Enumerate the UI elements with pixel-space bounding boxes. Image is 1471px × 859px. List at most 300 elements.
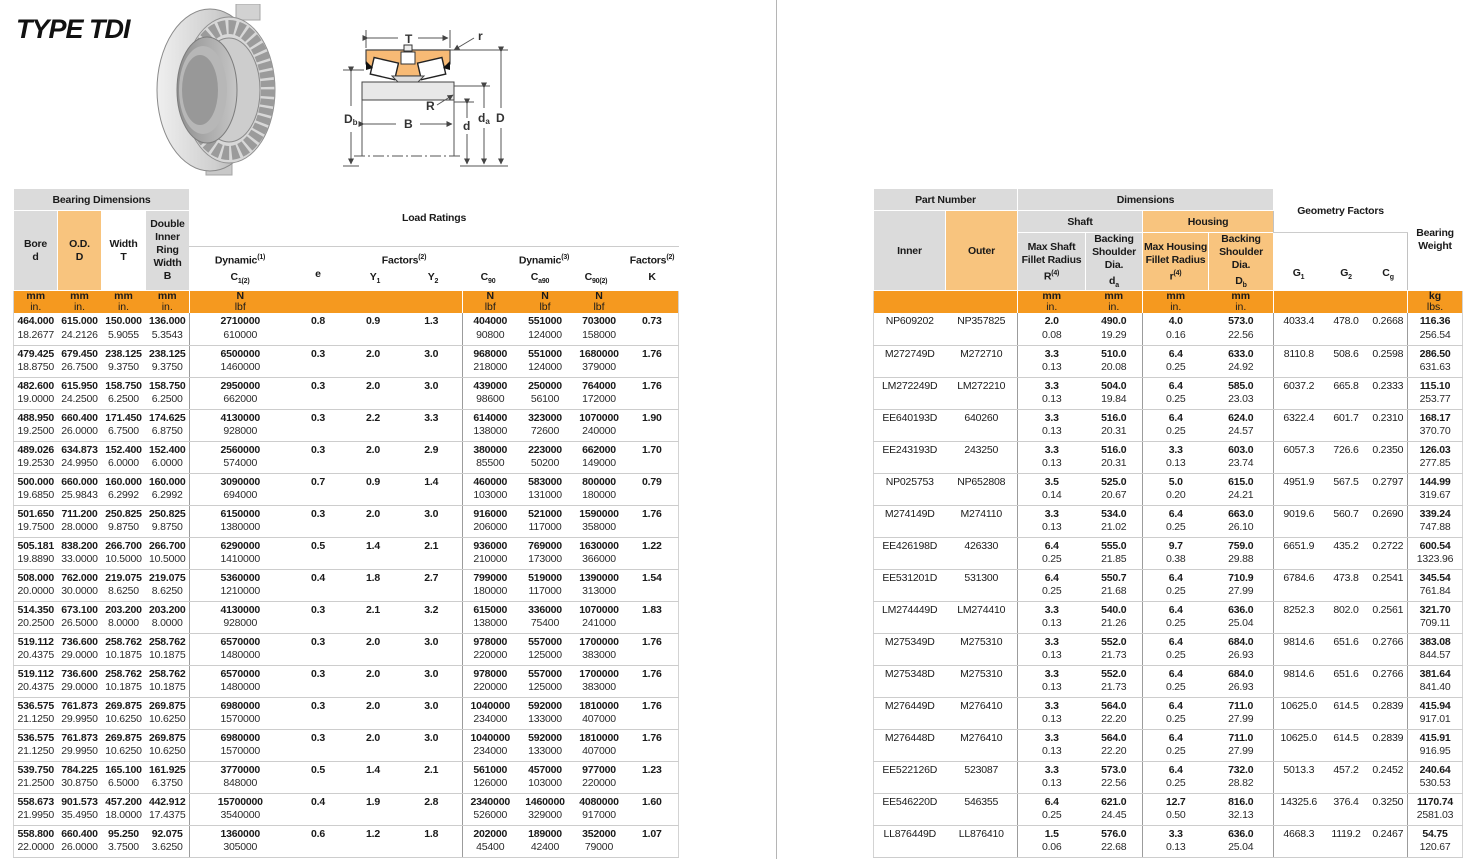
table-cell: 0.3 bbox=[291, 441, 346, 473]
table-cell: 615.000 24.2126 bbox=[58, 313, 102, 345]
table-cell: 1700000 383000 bbox=[573, 665, 626, 697]
table-cell: 435.2 bbox=[1324, 537, 1369, 569]
table-cell: 160.000 6.2992 bbox=[146, 473, 190, 505]
table-cell: 2.0 0.08 bbox=[1018, 313, 1086, 345]
table-cell: NP652808 bbox=[946, 473, 1018, 505]
table-cell: 0.4 bbox=[291, 793, 346, 825]
table-cell: 1.54 bbox=[626, 569, 679, 601]
col-header-g2: $G_2$ bbox=[1324, 233, 1369, 291]
table-row bbox=[14, 761, 679, 793]
table-cell: 1070000 240000 bbox=[573, 409, 626, 441]
table-cell: 0.2350 bbox=[1369, 441, 1408, 473]
table-cell: 6037.2 bbox=[1274, 377, 1324, 409]
table-cell: 238.125 9.3750 bbox=[102, 345, 146, 377]
table-row bbox=[14, 441, 679, 473]
table-cell: 4.0 0.16 bbox=[1143, 313, 1209, 345]
table-cell: 1810000 407000 bbox=[573, 729, 626, 761]
table-cell: 2.1 bbox=[401, 537, 463, 569]
table-cell: 258.762 10.1875 bbox=[146, 665, 190, 697]
table-cell: 4951.9 bbox=[1274, 473, 1324, 505]
table-cell: 732.0 28.82 bbox=[1209, 761, 1274, 793]
table-cell: EE546220D bbox=[874, 793, 946, 825]
table-cell: 6784.6 bbox=[1274, 569, 1324, 601]
table-cell: 546355 bbox=[946, 793, 1018, 825]
table-cell: 3090000 694000 bbox=[190, 473, 291, 505]
table-cell: 0.2766 bbox=[1369, 665, 1408, 697]
table-cell: 381.64 841.40 bbox=[1408, 665, 1463, 697]
table-row bbox=[874, 825, 1463, 857]
table-cell: 95.250 3.7500 bbox=[102, 825, 146, 857]
dim-label-Db: Db bbox=[344, 112, 358, 127]
table-cell: 1.23 bbox=[626, 761, 679, 793]
subgroup-header-shaft: Shaft bbox=[1018, 211, 1143, 233]
table-row bbox=[874, 633, 1463, 665]
table-cell: 784.225 30.8750 bbox=[58, 761, 102, 793]
table-cell: 203.200 8.0000 bbox=[146, 601, 190, 633]
table-cell: M272710 bbox=[946, 345, 1018, 377]
table-cell: 0.2690 bbox=[1369, 505, 1408, 537]
units-row: mm in. mm in. mm in. mm in. kg lbs. bbox=[874, 291, 1463, 314]
table-cell: 250000 56100 bbox=[518, 377, 573, 409]
table-cell: 250.825 9.8750 bbox=[102, 505, 146, 537]
bearing-dimensions-table bbox=[13, 188, 679, 858]
table-cell: 0.9 bbox=[346, 473, 401, 505]
table-cell: 1.22 bbox=[626, 537, 679, 569]
table-cell: 802.0 bbox=[1324, 601, 1369, 633]
table-cell: 6.4 0.25 bbox=[1143, 601, 1209, 633]
table-cell: 376.4 bbox=[1324, 793, 1369, 825]
cage-center bbox=[401, 52, 415, 64]
table-cell: 1.90 bbox=[626, 409, 679, 441]
table-cell: 592000 133000 bbox=[518, 729, 573, 761]
table-cell: 673.100 26.5000 bbox=[58, 601, 102, 633]
table-cell: 1.4 bbox=[346, 537, 401, 569]
table-cell: 0.2452 bbox=[1369, 761, 1408, 793]
table-cell: 269.875 10.6250 bbox=[146, 697, 190, 729]
table-row bbox=[14, 505, 679, 537]
table-cell: M274149D bbox=[874, 505, 946, 537]
table-cell: 9019.6 bbox=[1274, 505, 1324, 537]
table-cell: LL876410 bbox=[946, 825, 1018, 857]
table-cell: 557000 125000 bbox=[518, 633, 573, 665]
table-cell: 189000 42400 bbox=[518, 825, 573, 857]
table-cell: 6651.9 bbox=[1274, 537, 1324, 569]
table-row bbox=[874, 569, 1463, 601]
table-cell: 539.750 21.2500 bbox=[14, 761, 58, 793]
table-cell: 223000 50200 bbox=[518, 441, 573, 473]
table-cell: LM272210 bbox=[946, 377, 1018, 409]
table-cell: 6570000 1480000 bbox=[190, 665, 291, 697]
table-cell: 615.0 24.21 bbox=[1209, 473, 1274, 505]
table-row bbox=[14, 633, 679, 665]
table-row bbox=[874, 537, 1463, 569]
table-cell: 2950000 662000 bbox=[190, 377, 291, 409]
table-cell: 1.07 bbox=[626, 825, 679, 857]
table-cell: 640260 bbox=[946, 409, 1018, 441]
table-cell: 473.8 bbox=[1324, 569, 1369, 601]
table-cell: 457.2 bbox=[1324, 761, 1369, 793]
table-cell: 0.2310 bbox=[1369, 409, 1408, 441]
table-cell: 115.10 253.77 bbox=[1408, 377, 1463, 409]
table-cell: 1.76 bbox=[626, 697, 679, 729]
table-row bbox=[14, 825, 679, 857]
table-cell: 576.0 22.68 bbox=[1086, 825, 1143, 857]
col-header-inner: Inner bbox=[874, 211, 946, 291]
table-cell: 0.2333 bbox=[1369, 377, 1408, 409]
table-cell: 152.400 6.0000 bbox=[146, 441, 190, 473]
col-header-housing-backing-shoulder-dia: Backing Shoulder Dia. $D_b$ bbox=[1209, 233, 1274, 291]
table-cell: 816.0 32.13 bbox=[1209, 793, 1274, 825]
table-cell: 633.0 24.92 bbox=[1209, 345, 1274, 377]
table-cell: 558.673 21.9950 bbox=[14, 793, 58, 825]
col-header-bore: Bore d bbox=[14, 211, 58, 291]
table-cell: 202000 45400 bbox=[463, 825, 518, 857]
table-cell: 525.0 20.67 bbox=[1086, 473, 1143, 505]
table-cell: 464.000 18.2677 bbox=[14, 313, 58, 345]
col-header-factors-k: Factors$^{(2)}$ K bbox=[626, 247, 679, 291]
table-row bbox=[14, 697, 679, 729]
table-cell: 1590000 358000 bbox=[573, 505, 626, 537]
group-header-load-ratings: Load Ratings bbox=[190, 189, 679, 247]
table-cell: 510.0 20.08 bbox=[1086, 345, 1143, 377]
table-cell: 336000 75400 bbox=[518, 601, 573, 633]
table-cell: 352000 79000 bbox=[573, 825, 626, 857]
table-cell: 6.4 0.25 bbox=[1143, 377, 1209, 409]
table-cell: 126.03 277.85 bbox=[1408, 441, 1463, 473]
table-cell: 0.73 bbox=[626, 313, 679, 345]
table-cell: 0.2797 bbox=[1369, 473, 1408, 505]
table-cell: LM272249D bbox=[874, 377, 946, 409]
table-cell: M275348D bbox=[874, 665, 946, 697]
table-cell: 6.4 0.25 bbox=[1018, 569, 1086, 601]
table-cell: LM274449D bbox=[874, 601, 946, 633]
table-cell: 9814.6 bbox=[1274, 633, 1324, 665]
table-cell: 1.76 bbox=[626, 505, 679, 537]
table-cell: EE522126D bbox=[874, 761, 946, 793]
table-cell: 1.76 bbox=[626, 729, 679, 761]
table-cell: 258.762 10.1875 bbox=[146, 633, 190, 665]
table-cell: 564.0 22.20 bbox=[1086, 729, 1143, 761]
table-cell: 1.76 bbox=[626, 345, 679, 377]
table-cell: 3.3 0.13 bbox=[1018, 345, 1086, 377]
table-cell: 136.000 5.3543 bbox=[146, 313, 190, 345]
table-cell: EE640193D bbox=[874, 409, 946, 441]
table-cell: 0.3 bbox=[291, 345, 346, 377]
table-cell: 663.0 26.10 bbox=[1209, 505, 1274, 537]
table-cell: 504.0 19.84 bbox=[1086, 377, 1143, 409]
table-cell: 152.400 6.0000 bbox=[102, 441, 146, 473]
table-cell: 968000 218000 bbox=[463, 345, 518, 377]
table-cell: 769000 173000 bbox=[518, 537, 573, 569]
table-cell: 165.100 6.5000 bbox=[102, 761, 146, 793]
page-title: TYPE TDI bbox=[16, 14, 130, 44]
table-row bbox=[14, 409, 679, 441]
table-cell: 0.2766 bbox=[1369, 633, 1408, 665]
table-cell: 799000 180000 bbox=[463, 569, 518, 601]
table-cell: 4033.4 bbox=[1274, 313, 1324, 345]
table-cell: 573.0 22.56 bbox=[1086, 761, 1143, 793]
table-cell: 1630000 366000 bbox=[573, 537, 626, 569]
table-cell: 519000 117000 bbox=[518, 569, 573, 601]
table-cell: 662000 149000 bbox=[573, 441, 626, 473]
table-cell: 2.0 bbox=[346, 665, 401, 697]
table-row bbox=[874, 729, 1463, 761]
table-cell: 3.3 0.13 bbox=[1018, 441, 1086, 473]
table-cell: LL876449D bbox=[874, 825, 946, 857]
table-cell: 0.79 bbox=[626, 473, 679, 505]
bearing-cross-section-diagram bbox=[338, 6, 542, 180]
table-cell: 551000 124000 bbox=[518, 313, 573, 345]
table-cell: 660.400 26.0000 bbox=[58, 409, 102, 441]
table-row bbox=[874, 761, 1463, 793]
table-cell: 624.0 24.57 bbox=[1209, 409, 1274, 441]
table-cell: 665.8 bbox=[1324, 377, 1369, 409]
table-cell: 2710000 610000 bbox=[190, 313, 291, 345]
table-cell: 0.3 bbox=[291, 729, 346, 761]
table-row bbox=[14, 665, 679, 697]
table-cell: 615000 138000 bbox=[463, 601, 518, 633]
table-cell: 615.950 24.2500 bbox=[58, 377, 102, 409]
table-cell: 0.9 bbox=[346, 313, 401, 345]
table-cell: 2.0 bbox=[346, 377, 401, 409]
table-cell: 1460000 329000 bbox=[518, 793, 573, 825]
table-cell: 560.7 bbox=[1324, 505, 1369, 537]
dim-label-B: B bbox=[404, 117, 413, 131]
col-header-dynamic-c90: Dynamic$^{(3)}$ $C_{90}$ $C_{a90}$ $C_{90(2)}$ bbox=[463, 247, 626, 291]
table-cell: 558.800 22.0000 bbox=[14, 825, 58, 857]
dim-label-D: D bbox=[496, 111, 505, 125]
table-cell: 0.3 bbox=[291, 377, 346, 409]
table-cell: 1.9 bbox=[346, 793, 401, 825]
table-cell: 240.64 530.53 bbox=[1408, 761, 1463, 793]
table-cell: 174.625 6.8750 bbox=[146, 409, 190, 441]
table-cell: LM274410 bbox=[946, 601, 1018, 633]
table-cell: 6.4 0.25 bbox=[1143, 761, 1209, 793]
table-cell: EE531201D bbox=[874, 569, 946, 601]
col-header-od: O.D. D bbox=[58, 211, 102, 291]
table-cell: 4130000 928000 bbox=[190, 601, 291, 633]
table-row bbox=[874, 601, 1463, 633]
table-cell: 711.0 27.99 bbox=[1209, 697, 1274, 729]
table-cell: 2.8 bbox=[401, 793, 463, 825]
table-cell: 651.6 bbox=[1324, 665, 1369, 697]
table-cell: 621.0 24.45 bbox=[1086, 793, 1143, 825]
table-cell: 519.112 20.4375 bbox=[14, 665, 58, 697]
table-cell: 6980000 1570000 bbox=[190, 697, 291, 729]
table-cell: 3.3 0.13 bbox=[1018, 729, 1086, 761]
table-row bbox=[874, 441, 1463, 473]
table-cell: 3.3 0.13 bbox=[1143, 441, 1209, 473]
dim-label-R: R bbox=[426, 99, 435, 113]
dim-label-da: da bbox=[478, 111, 490, 126]
table-cell: 0.3 bbox=[291, 697, 346, 729]
table-cell: 0.7 bbox=[291, 473, 346, 505]
table-cell: 3770000 848000 bbox=[190, 761, 291, 793]
table-cell: 3.5 0.14 bbox=[1018, 473, 1086, 505]
table-cell: 516.0 20.31 bbox=[1086, 409, 1143, 441]
table-cell: 339.24 747.88 bbox=[1408, 505, 1463, 537]
table-cell: 478.0 bbox=[1324, 313, 1369, 345]
table-cell: 573.0 22.56 bbox=[1209, 313, 1274, 345]
table-cell: EE426198D bbox=[874, 537, 946, 569]
table-cell: 1.3 bbox=[401, 313, 463, 345]
table-cell: 426330 bbox=[946, 537, 1018, 569]
table-cell: NP609202 bbox=[874, 313, 946, 345]
table-cell: 1.76 bbox=[626, 633, 679, 665]
table-cell: 6500000 1460000 bbox=[190, 345, 291, 377]
table-cell: 1070000 241000 bbox=[573, 601, 626, 633]
table-cell: NP357825 bbox=[946, 313, 1018, 345]
table-cell: 12.7 0.50 bbox=[1143, 793, 1209, 825]
table-cell: 6.4 0.25 bbox=[1143, 569, 1209, 601]
table-cell: 158.750 6.2500 bbox=[146, 377, 190, 409]
table-cell: 0.2722 bbox=[1369, 537, 1408, 569]
center-rib bbox=[392, 76, 424, 82]
table-cell: 3.3 0.13 bbox=[1143, 825, 1209, 857]
bearing-dimensions-table-body bbox=[14, 313, 679, 857]
table-cell: 592000 133000 bbox=[518, 697, 573, 729]
table-cell: 3.2 bbox=[401, 601, 463, 633]
table-cell: 762.000 30.0000 bbox=[58, 569, 102, 601]
table-cell: 2.2 bbox=[346, 409, 401, 441]
table-cell: 634.873 24.9950 bbox=[58, 441, 102, 473]
table-cell: 10625.0 bbox=[1274, 697, 1324, 729]
table-cell: M275310 bbox=[946, 633, 1018, 665]
table-cell: 203.200 8.0000 bbox=[102, 601, 146, 633]
table-cell: 439000 98600 bbox=[463, 377, 518, 409]
table-cell: 3.3 0.13 bbox=[1018, 505, 1086, 537]
table-cell: 601.7 bbox=[1324, 409, 1369, 441]
table-cell: 505.181 19.8890 bbox=[14, 537, 58, 569]
bore-depth bbox=[182, 55, 218, 125]
table-cell: 0.3 bbox=[291, 601, 346, 633]
table-cell: 0.3 bbox=[291, 505, 346, 537]
table-row bbox=[874, 505, 1463, 537]
table-cell: 1.70 bbox=[626, 441, 679, 473]
table-cell: 0.3 bbox=[291, 665, 346, 697]
table-row bbox=[874, 377, 1463, 409]
table-cell: 636.0 25.04 bbox=[1209, 825, 1274, 857]
table-cell: 514.350 20.2500 bbox=[14, 601, 58, 633]
table-cell: 977000 220000 bbox=[573, 761, 626, 793]
col-header-max-shaft-fillet-radius: Max Shaft Fillet Radius $R^{(4)}$ bbox=[1018, 233, 1086, 291]
table-cell: 3.3 0.13 bbox=[1018, 665, 1086, 697]
group-header-part-number: Part Number bbox=[874, 189, 1018, 211]
table-cell: 0.2839 bbox=[1369, 697, 1408, 729]
table-cell: 3.0 bbox=[401, 505, 463, 537]
table-cell: 759.0 29.88 bbox=[1209, 537, 1274, 569]
table-cell: 764000 172000 bbox=[573, 377, 626, 409]
table-cell: 2.1 bbox=[346, 601, 401, 633]
table-cell: 3.3 0.13 bbox=[1018, 601, 1086, 633]
col-header-g1: $G_1$ bbox=[1274, 233, 1324, 291]
table-cell: 266.700 10.5000 bbox=[102, 537, 146, 569]
table-cell: 1.4 bbox=[346, 761, 401, 793]
table-cell: 150.000 5.9055 bbox=[102, 313, 146, 345]
table-cell: 5360000 1210000 bbox=[190, 569, 291, 601]
col-header-width: Width T bbox=[102, 211, 146, 291]
part-number-dimensions-table bbox=[873, 188, 1463, 858]
table-cell: M272749D bbox=[874, 345, 946, 377]
table-cell: M274110 bbox=[946, 505, 1018, 537]
table-row bbox=[14, 793, 679, 825]
part-number-dimensions-table-body bbox=[874, 313, 1463, 857]
table-row bbox=[14, 729, 679, 761]
table-cell: 14325.6 bbox=[1274, 793, 1324, 825]
table-row bbox=[14, 569, 679, 601]
table-cell: 0.6 bbox=[291, 825, 346, 857]
table-cell: 6322.4 bbox=[1274, 409, 1324, 441]
col-header-outer: Outer bbox=[946, 211, 1018, 291]
table-cell: 258.762 10.1875 bbox=[102, 633, 146, 665]
table-cell: 0.2467 bbox=[1369, 825, 1408, 857]
group-header-bearing-weight: Bearing Weight bbox=[1408, 189, 1463, 291]
col-header-shaft-backing-shoulder-dia: Backing Shoulder Dia. $d_a$ bbox=[1086, 233, 1143, 291]
table-cell: M275310 bbox=[946, 665, 1018, 697]
table-cell: 552.0 21.73 bbox=[1086, 665, 1143, 697]
table-cell: 1.76 bbox=[626, 377, 679, 409]
table-cell: 761.873 29.9950 bbox=[58, 697, 102, 729]
col-header-double-inner-ring-width: Double Inner Ring Width B bbox=[146, 211, 190, 291]
group-header-bearing-dimensions: Bearing Dimensions bbox=[14, 189, 190, 211]
dim-label-r: r bbox=[478, 29, 483, 43]
table-cell: 5013.3 bbox=[1274, 761, 1324, 793]
table-cell: 1.8 bbox=[401, 825, 463, 857]
table-row bbox=[874, 793, 1463, 825]
table-cell: 536.575 21.1250 bbox=[14, 697, 58, 729]
table-cell: 1170.74 2581.03 bbox=[1408, 793, 1463, 825]
table-cell: 0.4 bbox=[291, 569, 346, 601]
col-header-dynamic-c12: Dynamic$^{(1)}$ $C_{1(2)}$ bbox=[190, 247, 291, 291]
table-cell: 0.8 bbox=[291, 313, 346, 345]
table-cell: 415.94 917.01 bbox=[1408, 697, 1463, 729]
table-cell: 6.4 0.25 bbox=[1143, 665, 1209, 697]
table-cell: 258.762 10.1875 bbox=[102, 665, 146, 697]
table-cell: 800000 180000 bbox=[573, 473, 626, 505]
table-cell: 8252.3 bbox=[1274, 601, 1324, 633]
table-cell: 0.2598 bbox=[1369, 345, 1408, 377]
table-cell: 660.000 25.9843 bbox=[58, 473, 102, 505]
table-cell: 4130000 928000 bbox=[190, 409, 291, 441]
table-cell: 736.600 29.0000 bbox=[58, 665, 102, 697]
table-cell: 144.99 319.67 bbox=[1408, 473, 1463, 505]
table-cell: 9814.6 bbox=[1274, 665, 1324, 697]
table-cell: 482.600 19.0000 bbox=[14, 377, 58, 409]
table-cell: 161.925 6.3750 bbox=[146, 761, 190, 793]
table-cell: M276410 bbox=[946, 697, 1018, 729]
table-cell: 490.0 19.29 bbox=[1086, 313, 1143, 345]
table-cell: 442.912 17.4375 bbox=[146, 793, 190, 825]
table-cell: 531300 bbox=[946, 569, 1018, 601]
table-cell: 383.08 844.57 bbox=[1408, 633, 1463, 665]
table-cell: 6057.3 bbox=[1274, 441, 1324, 473]
table-cell: 500.000 19.6850 bbox=[14, 473, 58, 505]
table-cell: 5.0 0.20 bbox=[1143, 473, 1209, 505]
table-row bbox=[14, 601, 679, 633]
table-row bbox=[874, 665, 1463, 697]
table-cell: 345.54 761.84 bbox=[1408, 569, 1463, 601]
table-cell: 6.4 0.25 bbox=[1143, 697, 1209, 729]
table-cell: 1.83 bbox=[626, 601, 679, 633]
table-cell: 550.7 21.68 bbox=[1086, 569, 1143, 601]
table-cell: 1040000 234000 bbox=[463, 729, 518, 761]
table-cell: 1390000 313000 bbox=[573, 569, 626, 601]
table-cell: 0.3 bbox=[291, 409, 346, 441]
table-cell: 2.0 bbox=[346, 345, 401, 377]
table-cell: 2.0 bbox=[346, 505, 401, 537]
table-cell: 168.17 370.70 bbox=[1408, 409, 1463, 441]
table-cell: 219.075 8.6250 bbox=[146, 569, 190, 601]
